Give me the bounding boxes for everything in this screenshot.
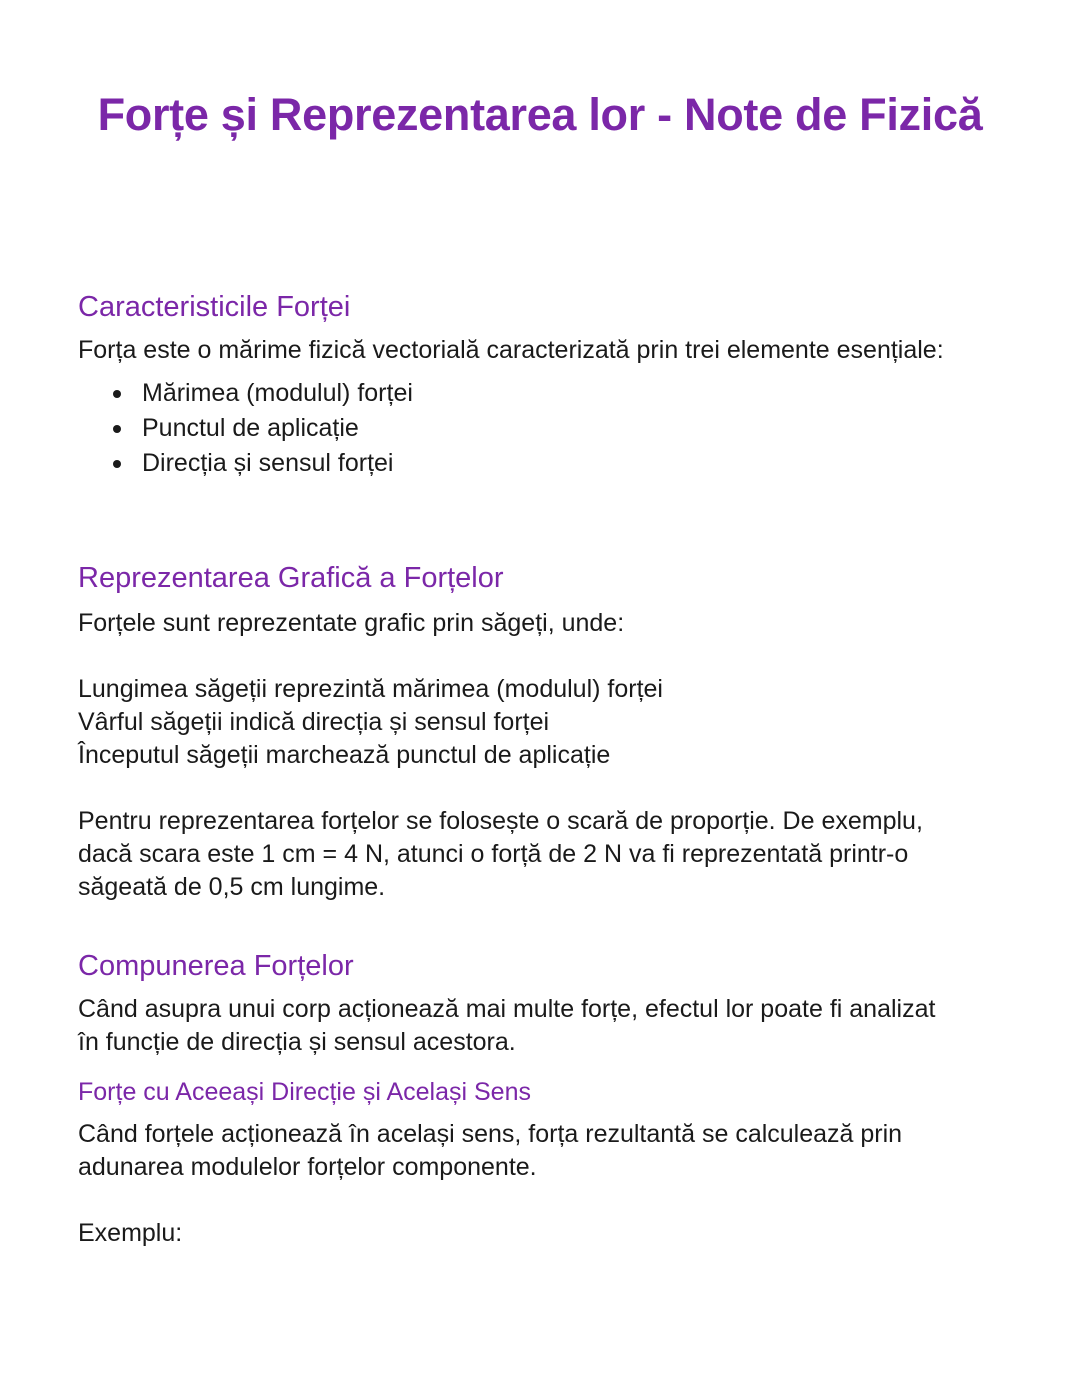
bullet-icon <box>113 460 121 468</box>
section-intro: Forța este o mărime fizică vectorială caracterizată prin trei elemente esențiale: <box>78 336 944 364</box>
rule-line: Lungimea săgeții reprezintă mărimea (modulul) forței <box>78 675 663 703</box>
section-intro: Forțele sunt reprezentate grafic prin săgeți, unde: <box>78 609 625 637</box>
list-item: Direcția și sensul forței <box>142 446 978 481</box>
section-graphic-representation <box>78 560 978 904</box>
section-heading: Reprezentarea Grafică a Forțelor <box>78 562 504 594</box>
example-label: Exemplu: <box>78 1219 183 1247</box>
bullet-icon <box>113 425 121 433</box>
page-title: Forțe și Reprezentarea lor - Note de Fizică <box>97 89 983 140</box>
section-force-characteristics <box>78 289 978 481</box>
subsection-text: Când forțele acționează în același sens, forța rezultantă se calculează prin adunarea modulelor forțelor componente. <box>78 1120 903 1181</box>
section-intro: Când asupra unui corp acționează mai multe forțe, efectul lor poate fi analizat în funcție de direcția și sensul acestora. <box>78 995 936 1056</box>
rule-line: Vârful săgeții indică direcția și sensul forței <box>78 708 550 736</box>
characteristics-list <box>78 376 978 481</box>
subsection-heading: Forțe cu Aceeași Direcție și Același Sens <box>78 1078 531 1106</box>
section-heading: Compunerea Forțelor <box>78 950 354 982</box>
list-item: Mărimea (modulul) forței <box>142 376 978 411</box>
bullet-icon <box>113 390 121 398</box>
section-heading: Caracteristicile Forței <box>78 291 351 323</box>
section-force-composition <box>78 948 978 1250</box>
list-item: Punctul de aplicație <box>142 411 978 446</box>
arrow-rules <box>78 673 978 772</box>
rule-line: Începutul săgeții marchează punctul de aplicație <box>78 741 611 769</box>
scale-paragraph: Pentru reprezentarea forțelor se folosește o scară de proporție. De exemplu, dacă scara este 1 cm = 4 N, atunci o forță de 2 N va fi reprezentată printr-o săgeată de 0,5 cm lungime. <box>78 807 923 901</box>
